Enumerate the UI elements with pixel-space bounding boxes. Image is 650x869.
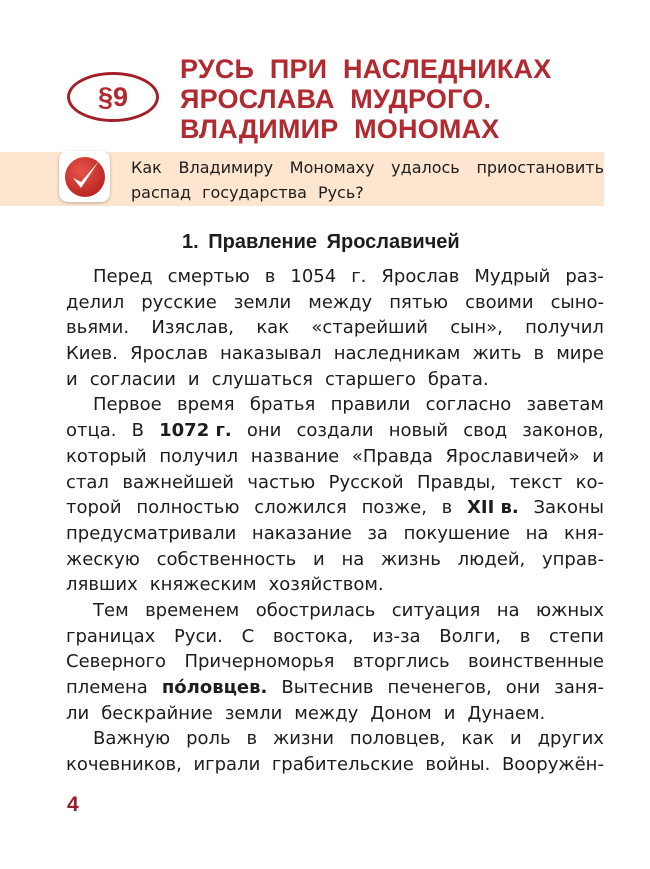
word: в bbox=[246, 728, 258, 750]
word: сложился bbox=[254, 497, 347, 519]
word: создали bbox=[296, 420, 374, 442]
word: людей, bbox=[457, 548, 526, 570]
word: Доном bbox=[370, 702, 432, 724]
word: ли bbox=[66, 702, 90, 724]
word: войны. bbox=[425, 754, 491, 776]
word: Дунаем. bbox=[467, 702, 546, 724]
word: делил bbox=[66, 291, 125, 313]
paragraph-number: §9 bbox=[97, 81, 129, 112]
word: на bbox=[496, 599, 520, 621]
word: наказание bbox=[251, 522, 352, 544]
word: грабительские bbox=[271, 754, 414, 776]
text-line bbox=[66, 315, 604, 341]
word: они bbox=[505, 677, 541, 698]
word: временем bbox=[145, 599, 240, 621]
word: Ярослав bbox=[129, 343, 208, 365]
word: г. bbox=[351, 266, 367, 287]
word: лявших bbox=[66, 574, 138, 596]
word: жескую bbox=[66, 548, 140, 570]
word: Руси. bbox=[174, 625, 223, 647]
word: в bbox=[264, 266, 276, 287]
word: согласно bbox=[425, 394, 512, 416]
word: слушаться bbox=[211, 368, 313, 390]
word: Русь? bbox=[317, 183, 364, 202]
word: наследникам bbox=[333, 343, 461, 365]
word: как bbox=[461, 728, 495, 750]
page-number: 4 bbox=[67, 793, 79, 816]
word: роль bbox=[186, 728, 231, 750]
word: обострилась bbox=[255, 599, 376, 621]
word: позже, bbox=[361, 497, 427, 519]
word: заветам bbox=[526, 394, 604, 416]
word: Ярославичей» bbox=[445, 445, 580, 467]
word: Первое bbox=[93, 394, 162, 416]
word: племена bbox=[66, 677, 148, 698]
word: Как bbox=[131, 158, 162, 177]
text-line bbox=[66, 341, 604, 367]
word: в bbox=[533, 343, 545, 365]
word: ко- bbox=[575, 471, 604, 493]
word: и bbox=[187, 368, 200, 390]
text-line bbox=[66, 418, 604, 444]
text-line bbox=[66, 624, 604, 650]
word: пятью bbox=[389, 291, 449, 313]
word: Перед bbox=[93, 266, 153, 287]
word: Киев. bbox=[66, 343, 118, 365]
word: «старейший bbox=[311, 317, 428, 339]
word: братья bbox=[249, 394, 316, 416]
word: южных bbox=[535, 599, 604, 621]
word: Законы bbox=[533, 497, 604, 519]
word: получил bbox=[159, 445, 239, 467]
word: Вооружён- bbox=[501, 754, 604, 776]
word: смертью bbox=[167, 266, 250, 287]
word: С bbox=[241, 625, 255, 647]
word: земли bbox=[224, 702, 283, 724]
word: получил bbox=[525, 317, 604, 339]
word: Русской bbox=[328, 471, 404, 493]
word: Вытеснив bbox=[281, 677, 374, 698]
word: Мудрый bbox=[474, 266, 551, 287]
word: предусматривали bbox=[66, 522, 237, 544]
word: на bbox=[525, 522, 549, 544]
word: стал bbox=[66, 471, 109, 493]
word: Правды, bbox=[416, 471, 496, 493]
title-line: ЯРОСЛАВА МУДРОГО. bbox=[180, 84, 492, 114]
text-line bbox=[66, 752, 604, 778]
word: между bbox=[294, 702, 359, 724]
body-text bbox=[66, 264, 604, 778]
word: востока, bbox=[272, 625, 354, 647]
word: распад bbox=[131, 183, 192, 202]
section-heading: 1. Правление Ярославичей bbox=[182, 231, 460, 253]
word: границах bbox=[66, 625, 156, 647]
word: играли bbox=[193, 754, 261, 776]
word: кочевников, bbox=[66, 754, 182, 776]
word: Важную bbox=[93, 728, 171, 750]
checkmark-icon bbox=[59, 151, 110, 202]
word: 1054 bbox=[290, 266, 337, 287]
word: воинственные bbox=[468, 651, 604, 673]
word: сыно- bbox=[550, 291, 604, 313]
word: они bbox=[246, 420, 282, 442]
word: в bbox=[441, 497, 453, 519]
word: полностью bbox=[136, 497, 240, 519]
word: новый bbox=[388, 420, 449, 442]
word: земли bbox=[233, 291, 292, 313]
word: правили bbox=[330, 394, 411, 416]
word: жизни bbox=[273, 728, 334, 750]
word: и bbox=[66, 368, 78, 390]
word: Волги, bbox=[439, 625, 502, 647]
text-line bbox=[66, 495, 604, 521]
word: за bbox=[367, 522, 388, 544]
bold-date: 1072 г. bbox=[159, 420, 232, 442]
text-line bbox=[66, 701, 604, 727]
word: Причерноморья bbox=[184, 651, 335, 673]
word: сын», bbox=[450, 317, 503, 339]
text-line bbox=[66, 444, 604, 470]
word: удалось bbox=[391, 158, 460, 177]
word: «Правда bbox=[351, 445, 433, 467]
word: наказывал bbox=[220, 343, 322, 365]
word: название bbox=[250, 445, 340, 467]
word: и bbox=[510, 728, 522, 750]
word: собственность bbox=[156, 548, 297, 570]
bold-term-polovtsy: по́ловцев. bbox=[161, 677, 268, 698]
word: жизнь bbox=[381, 548, 441, 570]
text-line bbox=[66, 572, 604, 598]
word: Владимиру bbox=[178, 158, 274, 177]
word: время bbox=[177, 394, 235, 416]
text-line bbox=[66, 649, 604, 675]
word: раз- bbox=[565, 266, 604, 287]
text-line bbox=[66, 290, 604, 316]
word: старшего bbox=[324, 368, 416, 390]
question-line bbox=[131, 180, 604, 205]
word: степи bbox=[549, 625, 604, 647]
word: жить bbox=[472, 343, 522, 365]
word: ситуация bbox=[391, 599, 481, 621]
word: государства bbox=[202, 183, 307, 202]
word: текст bbox=[509, 471, 563, 493]
word: свод bbox=[463, 420, 508, 442]
word: Изяслав, bbox=[151, 317, 234, 339]
word: бескрайние bbox=[101, 702, 213, 724]
word: и bbox=[313, 548, 325, 570]
word: законов, bbox=[522, 420, 604, 442]
word: частью bbox=[247, 471, 316, 493]
word: брата. bbox=[427, 368, 489, 390]
word: вторглись bbox=[352, 651, 450, 673]
text-line bbox=[66, 264, 604, 290]
word: В bbox=[131, 420, 144, 442]
word: печенегов, bbox=[387, 677, 492, 698]
word: покушение bbox=[403, 522, 510, 544]
word: хозяйством. bbox=[268, 574, 384, 596]
word: на bbox=[341, 548, 365, 570]
word: приостановить bbox=[476, 158, 604, 177]
word: Ярослав bbox=[381, 266, 460, 287]
chapter-title bbox=[180, 54, 551, 144]
word: Мономаху bbox=[289, 158, 375, 177]
bold-century: XII в. bbox=[467, 497, 519, 519]
word: важнейшей bbox=[122, 471, 234, 493]
word: русские bbox=[141, 291, 217, 313]
text-line bbox=[66, 598, 604, 624]
word: отца. bbox=[66, 420, 117, 442]
paragraph-number-badge bbox=[67, 72, 159, 122]
text-line bbox=[66, 547, 604, 573]
word: Тем bbox=[93, 599, 129, 621]
word: других bbox=[537, 728, 604, 750]
word: и bbox=[443, 702, 456, 724]
word: и bbox=[592, 445, 604, 467]
word: как bbox=[256, 317, 290, 339]
text-line bbox=[66, 726, 604, 752]
word: кня- bbox=[563, 522, 604, 544]
word: управ- bbox=[542, 548, 604, 570]
key-question bbox=[131, 155, 604, 205]
question-line bbox=[131, 155, 604, 180]
title-line: РУСЬ ПРИ НАСЛЕДНИКАХ bbox=[180, 54, 552, 84]
text-line bbox=[66, 392, 604, 418]
text-line bbox=[66, 470, 604, 496]
word: половцев, bbox=[349, 728, 446, 750]
word: который bbox=[66, 445, 147, 467]
title-line: ВЛАДИМИР МОНОМАХ bbox=[180, 114, 500, 144]
word: Северного bbox=[66, 651, 167, 673]
text-line bbox=[66, 367, 604, 393]
word: согласии bbox=[89, 368, 176, 390]
word: вьями. bbox=[66, 317, 130, 339]
text-line bbox=[66, 521, 604, 547]
word: из-за bbox=[372, 625, 421, 647]
text-line bbox=[66, 675, 604, 701]
word: между bbox=[308, 291, 373, 313]
word: торой bbox=[66, 497, 122, 519]
word: в bbox=[519, 625, 531, 647]
word: княжеским bbox=[149, 574, 257, 596]
word: мире bbox=[556, 343, 604, 365]
word: заня- bbox=[554, 677, 604, 698]
word: своими bbox=[465, 291, 534, 313]
